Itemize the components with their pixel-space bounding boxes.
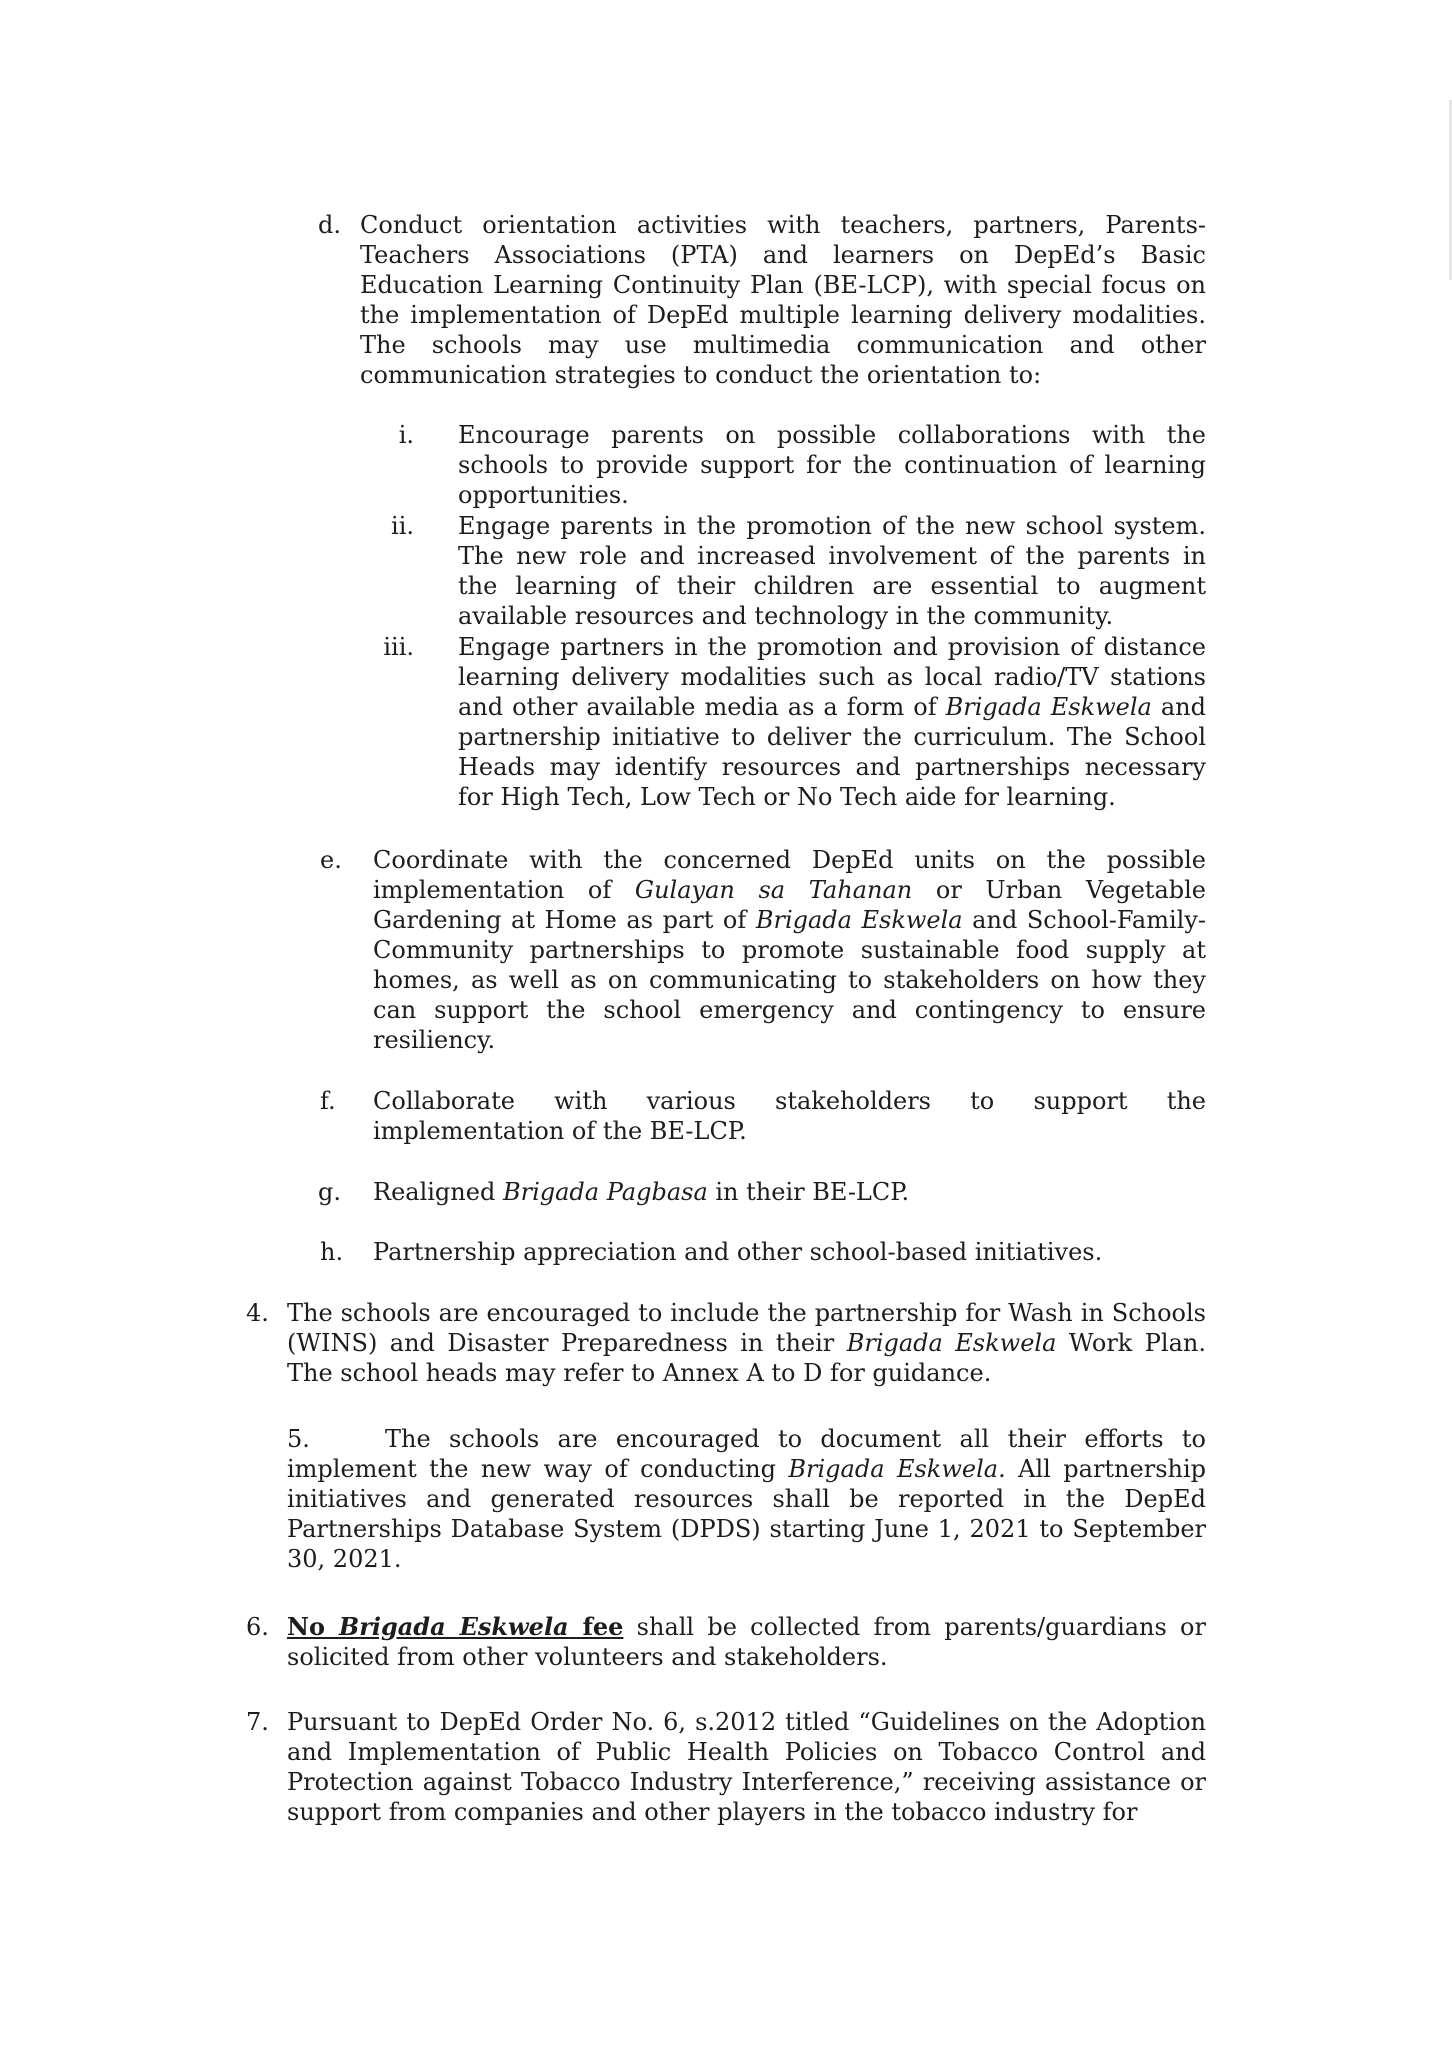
item-marker: iii.: [383, 633, 414, 661]
item-marker: 7.: [246, 1708, 269, 1736]
item-marker: ii.: [391, 512, 414, 540]
item-text: Conduct orientation activities with teachers, partners, Parents-Teachers Associations (PTA) and learners on DepEd’s Basic Education Learning Continuity Plan (BE-LCP), with special focus on the implementation of DepEd multiple learning delivery modalities. The schools may use multimedia communication and other communication strategies to conduct the orientation to:: [360, 211, 1206, 389]
item-text: Realigned Brigada Pagbasa in their BE-LCP.: [373, 1178, 910, 1206]
item-marker: d.: [318, 211, 341, 239]
item-marker: 5.: [287, 1425, 310, 1453]
item-text: The schools are encouraged to include the partnership for Wash in Schools (WINS) and Disaster Preparedness in their Brigada Eskwela Work Plan. The school heads may refer to Annex A to D for guidance.: [287, 1299, 1206, 1387]
program-name: Brigada Eskwela: [755, 906, 963, 934]
item-marker: 6.: [246, 1613, 269, 1641]
item-marker: i.: [398, 421, 414, 449]
item-text: Engage partners in the promotion and provision of distance learning delivery modalities such as local radio/TV stations and other available media as a form of Brigada Eskwela and partnership initiative to deliver the curriculum. The School Heads may identify resources and partnerships necessary for High Tech, Low Tech or No Tech aide for learning.: [458, 633, 1206, 811]
item-text: Engage parents in the promotion of the new school system. The new role and increased involvement of the parents in the learning of their children are essential to augment available resources and technology in the community.: [458, 512, 1206, 630]
item-text: Coordinate with the concerned DepEd units on the possible implementation of Gulayan sa Tahanan or Urban Vegetable Gardening at Home as part of Brigada Eskwela and School-Family-Community partnerships to promote sustainable food supply at homes, as well as on communicating to stakeholders on how they can support the school emergency and contingency to ensure resiliency.: [373, 846, 1207, 1054]
item-marker: f.: [320, 1087, 336, 1115]
item-marker: g.: [318, 1178, 341, 1206]
item-text: Encourage parents on possible collaborations with the schools to provide support for the continuation of learning opportunities.: [458, 421, 1206, 509]
item-text: Collaborate with various stakeholders to support the implementation of the BE-LCP.: [373, 1087, 1206, 1145]
program-name: Brigada Eskwela: [945, 693, 1152, 721]
item-marker: 4.: [246, 1299, 269, 1327]
item-text: Partnership appreciation and other school-based initiatives.: [373, 1238, 1103, 1266]
program-name: Brigada Pagbasa: [502, 1178, 708, 1206]
item-marker: e.: [320, 846, 342, 874]
item-text: No Brigada Eskwela fee shall be collected from parents/guardians or solicited from other volunteers and stakeholders.: [287, 1612, 1206, 1671]
item-marker: h.: [320, 1238, 344, 1266]
item-text: 5. The schools are encouraged to document all their efforts to implement the new way of conducting Brigada Eskwela. All partnership initiatives and generated resources shall be reported in the DepEd Partnerships Database System (DPDS) starting June 1, 2021 to September 30, 2021.: [287, 1425, 1207, 1573]
emphasis-no-fee: No Brigada Eskwela fee: [287, 1612, 624, 1641]
program-name: Gulayan sa Tahanan: [634, 876, 913, 904]
program-name: Brigada Eskwela: [846, 1329, 1057, 1357]
item-text: Pursuant to DepEd Order No. 6, s.2012 titled “Guidelines on the Adoption and Implementation of Public Health Policies on Tobacco Control and Protection against Tobacco Industry Interference,” receiving assistance or support from companies and other players in the tobacco industry for: [287, 1708, 1206, 1826]
program-name: Brigada Eskwela.: [788, 1455, 1006, 1483]
